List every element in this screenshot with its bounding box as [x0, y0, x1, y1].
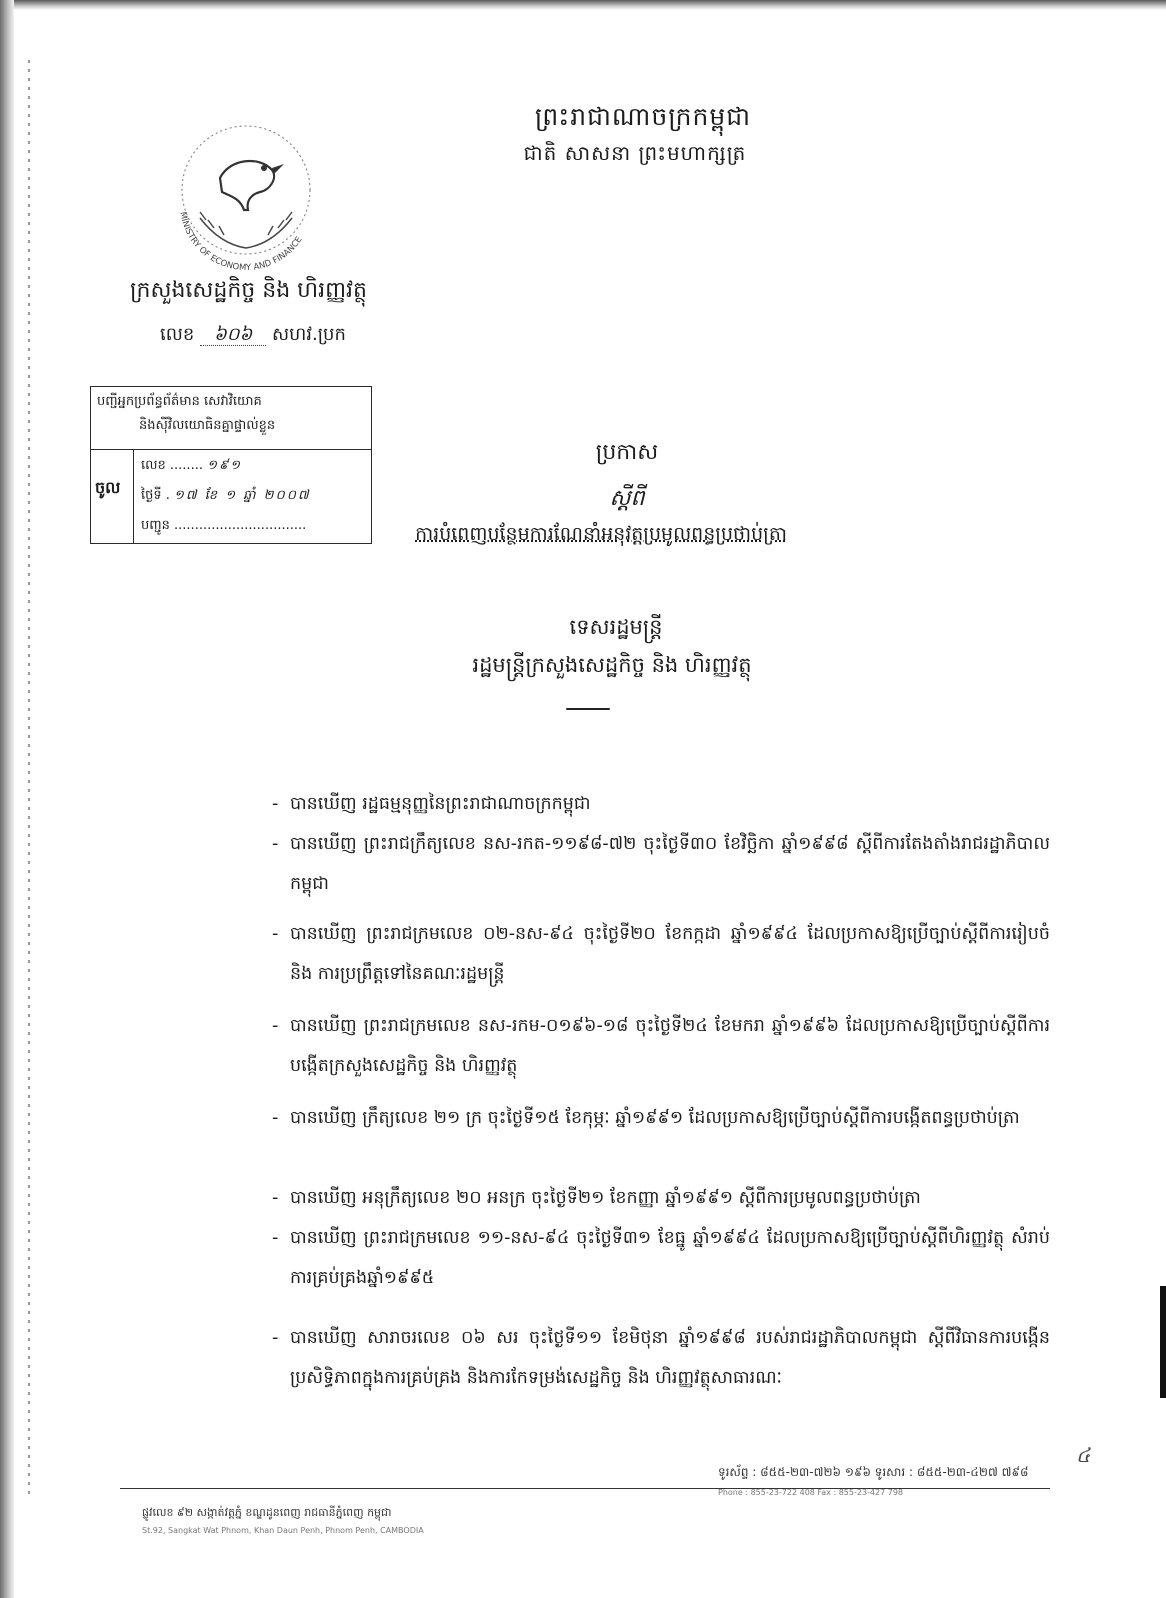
preamble-text: បានឃើញ អនុក្រឹត្យលេខ ២០ អនក្រ ចុះថ្ងៃទី២១ ខែកញ្ញា ឆ្នាំ១៩៩១ ស្ដីពីការប្រមូលពន្ធប្រថាប់ត្រា — [290, 1188, 921, 1208]
preamble-clause: - បានឃើញ ព្រះរាជក្រឹត្យលេខ នស-រកត-១១៩៨-៧២ ចុះថ្ងៃទី៣០ ខែវិច្ឆិកា ឆ្នាំ១៩៩៨ ស្ដីពីការតែងតាំងរាជរដ្ឋាភិបាលកម្ពុជា — [290, 824, 1050, 904]
preamble-text: បានឃើញ ព្រះរាជក្រមលេខ នស-រកម-០១៩៦-១៨ ចុះថ្ងៃទី២៤ ខែមករា ឆ្នាំ១៩៩៦ ដែលប្រកាសឱ្យប្រើច្បាប់ស្ដីពីការបង្កើតក្រសួងសេដ្ឋកិច្ច និង ហិរញ្ញវត្ថុ — [290, 1016, 1050, 1076]
stamp-date-value: ១៧ ខែ ១ ឆ្នាំ ២០០៧ — [174, 488, 311, 503]
issuer-ministry: រដ្ឋមន្ត្រីក្រសួងសេដ្ឋកិច្ច និង ហិរញ្ញវត្ថុ — [472, 653, 752, 677]
preamble-text: បានឃើញ ព្រះរាជក្រឹត្យលេខ នស-រកត-១១៩៨-៧២ ចុះថ្ងៃទី៣០ ខែវិច្ឆិកា ឆ្នាំ១៩៩៨ ស្ដីពីការតែងតាំងរាជរដ្ឋាភិបាលកម្ពុជា — [290, 834, 1050, 894]
reference-number-line — [160, 322, 346, 349]
stamp-register-field: បញ្ជូន ................................ — [141, 518, 307, 533]
stamp-number-value: ១៩១ — [207, 458, 242, 473]
preamble-clause: - បានឃើញ ព្រះរាជក្រមលេខ ១១-នស-៩៤ ចុះថ្ងៃទី៣១ ខែធ្នូ ឆ្នាំ១៩៩៤ ដែលប្រកាសឱ្យប្រើច្បាប់ស្ដីពីហិរញ្ញវត្ថុ សំរាប់ការគ្រប់គ្រងឆ្នាំ១៩៩៥ — [290, 1218, 1050, 1298]
ref-prefix: លេខ — [160, 324, 195, 345]
preamble-text: បានឃើញ ព្រះរាជក្រមលេខ ១១-នស-៩៤ ចុះថ្ងៃទី៣១ ខែធ្នូ ឆ្នាំ១៩៩៤ ដែលប្រកាសឱ្យប្រើច្បាប់ស្ដីពីហិរញ្ញវត្ថុ សំរាប់ការគ្រប់គ្រងឆ្នាំ១៩៩៥ — [290, 1228, 1050, 1288]
stamp-date-field: ថ្ងៃទី . ១៧ ខែ ១ ឆ្នាំ ២០០៧ — [141, 488, 311, 503]
preamble-text: បានឃើញ ព្រះរាជក្រមលេខ ០២-នស-៩៤ ចុះថ្ងៃទី២០ ខែកក្កដា ឆ្នាំ១៩៩៤ ដែលប្រកាសឱ្យប្រើច្បាប់ស្ដីពីការរៀបចំ និង ការប្រព្រឹត្តទៅនៃគណៈរដ្ឋមន្ត្រី — [290, 924, 1050, 984]
issuer-title: ទេសរដ្ឋមន្ត្រី — [569, 615, 663, 639]
preamble-clause: - បានឃើញ អនុក្រឹត្យលេខ ២០ អនក្រ ចុះថ្ងៃទី២១ ខែកញ្ញា ឆ្នាំ១៩៩១ ស្ដីពីការប្រមូលពន្ធប្រថាប់ត្រា — [290, 1178, 1050, 1218]
preamble-text: បានឃើញ រដ្ឋធម្មនុញ្ញនៃព្រះរាជាណាចក្រកម្ពុជា — [290, 794, 591, 814]
stamp-office-line-1: បញ្ជីអ្នកប្រព័ន្ធព័ត៌មាន សេវាវិយោគ — [97, 394, 262, 409]
stamp-number-label: លេខ — [141, 458, 166, 473]
footer-phone-en: Phone : 855-23-722 408 Fax : 855-23-427 798 — [718, 1488, 903, 1497]
ref-suffix: សហវ.ប្រក — [271, 324, 346, 345]
preamble-clause: - បានឃើញ សារាចរលេខ ០៦ សរ ចុះថ្ងៃទី១១ ខែមិថុនា ឆ្នាំ១៩៩៨ របស់រាជរដ្ឋាភិបាលកម្ពុជា ស្ដីពីវិធានការបង្កើនប្រសិទ្ធិភាពក្នុងការគ្រប់គ្រង និងការកែទម្រង់សេដ្ឋកិច្ច និង ហិរញ្ញវត្ថុសាធារណៈ — [290, 1318, 1050, 1398]
stamp-office-line-2: និងស៊ីវិលយោធិនគ្នាផ្ទាល់ខ្លួន — [139, 418, 276, 433]
scan-binding-edge — [0, 0, 14, 1598]
ministry-name: ក្រសួងសេដ្ឋកិច្ច និង ហិរញ្ញវត្ថុ — [130, 278, 367, 303]
footer-address-en: St.92, Sangkat Wat Phnom, Khan Daun Penh, Phnom Penh, CAMBODIA — [142, 1526, 424, 1535]
kingdom-motto: ជាតិ សាសនា ព្រះមហាក្សត្រ — [523, 141, 747, 165]
document-about: ស្ដីពី — [609, 486, 645, 511]
ref-number: ៦០៦ — [200, 324, 266, 346]
stamp-date-label: ថ្ងៃទី — [141, 488, 162, 503]
seal-label: MINISTRY OF ECONOMY AND FINANCE — [177, 211, 305, 270]
preamble-text: បានឃើញ ក្រឹត្យលេខ ២១ ក្រ ចុះថ្ងៃទី១៥ ខែកុម្ភៈ ឆ្នាំ១៩៩១ ដែលប្រកាសឱ្យប្រើច្បាប់ស្ដីពីការបង្កើតពន្ធប្រថាប់ត្រា — [290, 1108, 1020, 1128]
document-type: ប្រកាស — [595, 440, 659, 465]
title-divider — [566, 708, 610, 710]
page-mark: ៤ — [1076, 1443, 1091, 1467]
preamble-text: បានឃើញ សារាចរលេខ ០៦ សរ ចុះថ្ងៃទី១១ ខែមិថុនា ឆ្នាំ១៩៩៨ របស់រាជរដ្ឋាភិបាលកម្ពុជា ស្ដីពីវិធានការបង្កើនប្រសិទ្ធិភាពក្នុងការគ្រប់គ្រង និងការកែទម្រង់សេដ្ឋកិច្ច និង ហិរញ្ញវត្ថុសាធារណៈ — [290, 1328, 1050, 1388]
stamp-side-label: ចូល — [95, 478, 121, 497]
preamble-clause: - បានឃើញ ក្រឹត្យលេខ ២១ ក្រ ចុះថ្ងៃទី១៥ ខែកុម្ភៈ ឆ្នាំ១៩៩១ ដែលប្រកាសឱ្យប្រើច្បាប់ស្ដីពីការបង្កើតពន្ធប្រថាប់ត្រា — [290, 1098, 1050, 1138]
document-subject: ការបំពេញបន្ថែមការណែនាំអនុវត្តប្រមូលពន្ធប្រថាប់ត្រា — [415, 523, 787, 545]
scan-edge-mark — [1160, 1286, 1166, 1398]
preamble-clause: - បានឃើញ ព្រះរាជក្រមលេខ ០២-នស-៩៤ ចុះថ្ងៃទី២០ ខែកក្កដា ឆ្នាំ១៩៩៤ ដែលប្រកាសឱ្យប្រើច្បាប់ស្ដីពីការរៀបចំ និង ការប្រព្រឹត្តទៅនៃគណៈរដ្ឋមន្ត្រី — [290, 914, 1050, 994]
footer-phone: ទូរស័ព្ទ : ៨៥៥-២៣-៧២៦ ១៩៦ ទូរសារ : ៨៥៥-២៣-៤២៧ ៧៩៨ — [718, 1465, 1029, 1479]
scan-top-edge — [0, 0, 1166, 10]
footer-rule — [120, 1488, 1050, 1489]
footer-address: ផ្លូវលេខ ៩២ សង្កាត់វត្តភ្នំ ខណ្ឌដូនពេញ រាជធានីភ្នំពេញ កម្ពុជា — [142, 1506, 392, 1519]
preamble-clause: - បានឃើញ រដ្ឋធម្មនុញ្ញនៃព្រះរាជាណាចក្រកម្ពុជា — [290, 784, 1050, 824]
stamp-register-label: បញ្ជូន — [141, 518, 170, 533]
kingdom-title: ព្រះរាជាណាចក្រកម្ពុជា — [534, 102, 752, 131]
stamp-number-field: លេខ ........ ១៩១ — [141, 458, 242, 473]
preamble-clause: - បានឃើញ ព្រះរាជក្រមលេខ នស-រកម-០១៩៦-១៨ ចុះថ្ងៃទី២៤ ខែមករា ឆ្នាំ១៩៩៦ ដែលប្រកាសឱ្យប្រើច្បាប់ស្ដីពីការបង្កើតក្រសួងសេដ្ឋកិច្ច និង ហិរញ្ញវត្ថុ — [290, 1006, 1050, 1086]
ministry-seal-emblem — [160, 108, 332, 270]
